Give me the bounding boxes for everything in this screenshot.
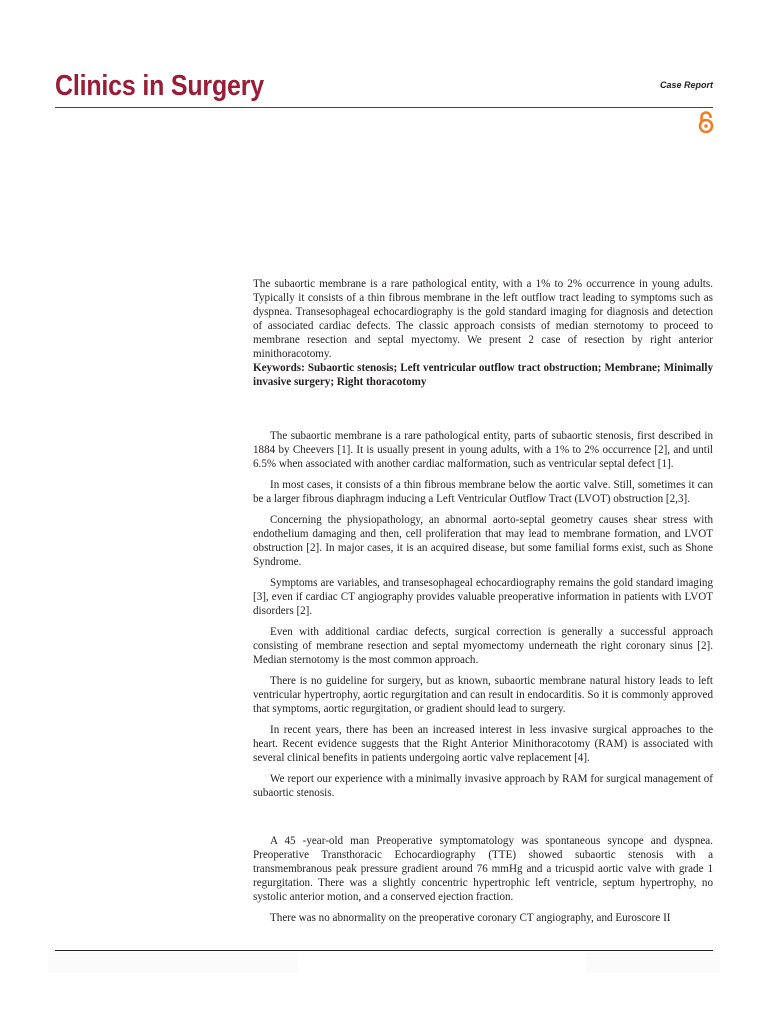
intro-paragraph: Even with additional cardiac defects, surgical correction is generally a successful approach consisting of membrane resection and septal myomectomy underneath the right coronary sinus [2]. Median sternotomy is the most common approach. bbox=[253, 626, 713, 666]
intro-paragraph: Concerning the physiopathology, an abnormal aorto-septal geometry causes shear stress with endothelium damaging and then, cell proliferation that may lead to membrane formation, and LVOT obstruction [2]. In major cases, it is an acquired disease, but some familial forms exist, such as Shone Syndrome. bbox=[253, 514, 713, 568]
footer-band-right bbox=[586, 953, 720, 973]
intro-paragraph: We report our experience with a minimally invasive approach by RAM for surgical management of subaortic stenosis. bbox=[253, 773, 713, 799]
journal-title: Clinics in Surgery bbox=[55, 70, 264, 102]
case-paragraph: A 45 -year-old man Preoperative symptomatology was spontaneous syncope and dyspnea. Preoperative Transthoracic Echocardiography (TTE) showed subaortic stenosis with a transmembranous peak pressure gradient around 76 mmHg and a tricuspid aortic valve with grade 1 regurgitation. There was a slightly concentric hypertrophic left ventricle, septum hypertrophy, no systolic anterior motion, and a conserved ejection fraction. bbox=[253, 835, 713, 903]
footer-band-left bbox=[48, 953, 298, 973]
abstract-text: The subaortic membrane is a rare pathological entity, with a 1% to 2% occurrence in young adults. Typically it consists of a thin fibrous membrane in the left outflow tract leading to symptoms such as dyspnea. Transesophageal echocardiography is the gold standard imaging for diagnosis and detection of associated cardiac defects. The classic approach consists of median sternotomy to proceed to membrane resection and septal myectomy. We present 2 case of resection by right anterior minithoracotomy. bbox=[253, 278, 713, 360]
intro-paragraph: The subaortic membrane is a rare pathological entity, parts of subaortic stenosis, first described in 1884 by Cheevers [1]. It is usually present in young adults, with a 1% to 2% occurrence [2], and until 6.5% when associated with another cardiac malformation, such as ventricular septal defect [1]. bbox=[253, 430, 713, 470]
abstract-section bbox=[253, 277, 713, 389]
open-access-icon bbox=[696, 110, 716, 134]
header-divider bbox=[55, 107, 713, 108]
case-presentation-section bbox=[253, 834, 713, 925]
introduction-section bbox=[253, 429, 713, 800]
intro-paragraph: There is no guideline for surgery, but as known, subaortic membrane natural history leads to left ventricular hypertrophy, aortic regurgitation and can result in endocarditis. So it is commonly approved that symptoms, aortic regurgitation, or gradient should lead to surgery. bbox=[253, 675, 713, 715]
case-paragraph: There was no abnormality on the preoperative coronary CT angiography, and Euroscore II bbox=[270, 912, 671, 924]
article-type-label: Case Report bbox=[659, 80, 713, 90]
intro-paragraph: In recent years, there has been an increased interest in less invasive surgical approaches to the heart. Recent evidence suggests that the Right Anterior Minithoracotomy (RAM) is associated with several clinical benefits in patients undergoing aortic valve replacement [4]. bbox=[253, 724, 713, 764]
keywords: Keywords: Subaortic stenosis; Left ventricular outflow tract obstruction; Membrane; Minimally invasive surgery; Right thoracotomy bbox=[253, 362, 713, 388]
article-content bbox=[253, 277, 713, 932]
footer-divider bbox=[55, 950, 713, 951]
intro-paragraph: In most cases, it consists of a thin fibrous membrane below the aortic valve. Still, sometimes it can be a larger fibrous diaphragm inducing a Left Ventricular Outflow Tract (LVOT) obstruction [2,3]. bbox=[253, 479, 713, 505]
intro-paragraph: Symptoms are variables, and transesophageal echocardiography remains the gold standard imaging [3], even if cardiac CT angiography provides valuable preoperative information in patients with LVOT disorders [2]. bbox=[253, 577, 713, 617]
